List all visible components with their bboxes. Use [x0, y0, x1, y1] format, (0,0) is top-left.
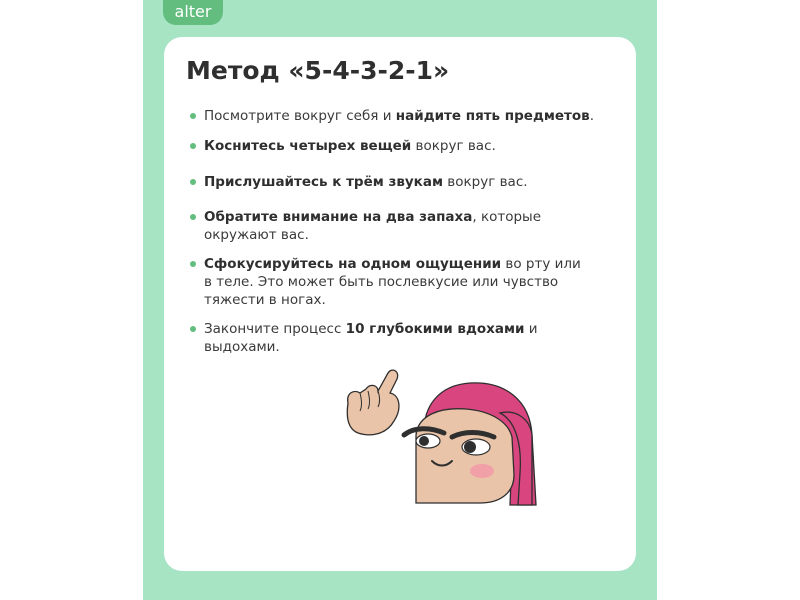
item-text-after: и выдохами. [204, 321, 538, 355]
face [404, 409, 514, 503]
brand-logo-text: alter [174, 2, 212, 21]
item-text-after: . [589, 108, 594, 124]
item-text-bold: Обратите внимание на два запаха [204, 209, 473, 225]
page-title: Метод «5-4-3-2-1» [186, 56, 450, 85]
item-text-bold: Коснитесь четырех вещей [204, 138, 412, 154]
list-item [204, 107, 604, 125]
list-item [204, 137, 604, 155]
item-text-bold: найдите пять предметов [395, 108, 590, 124]
pointing-hand-icon [347, 370, 399, 435]
item-text-before: Посмотрите вокруг себя и [204, 108, 396, 124]
item-text-bold: 10 глубокими вдохами [345, 321, 525, 337]
list-item [204, 320, 544, 356]
list-item [204, 255, 589, 309]
girl-pointing-up-illustration [340, 365, 540, 515]
item-text-bold: Прислушайтесь к трём звукам [204, 174, 443, 190]
item-text-after: , которые окружают вас. [204, 209, 542, 243]
list-item [204, 208, 544, 244]
item-text-after: вокруг вас. [411, 138, 496, 154]
item-text-bold: Сфокусируйтесь на одном ощущении [204, 256, 502, 272]
brand-logo[interactable] [163, 0, 223, 25]
item-text-after: во рту или в теле. Это может быть послевкусие или чувство тяжести в ногах. [204, 256, 581, 308]
list-item [204, 173, 604, 191]
item-text-after: вокруг вас. [442, 174, 528, 190]
item-text-before: Закончите процесс [204, 321, 346, 337]
